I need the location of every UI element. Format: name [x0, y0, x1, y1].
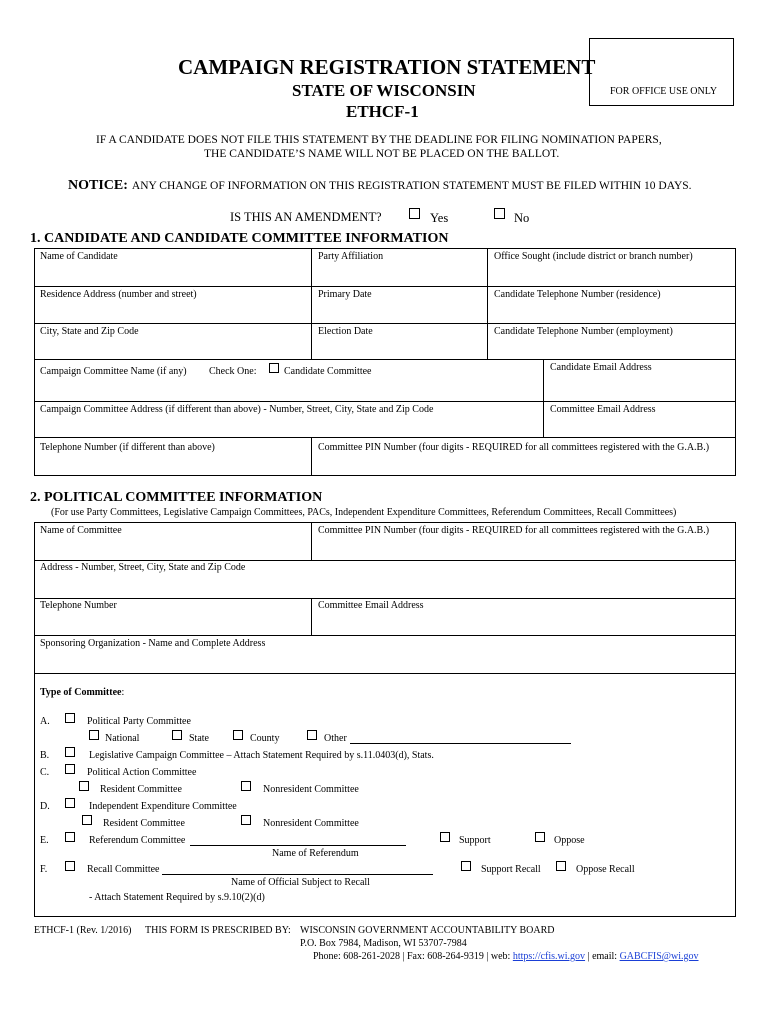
footer-email-prefix: | email: [587, 951, 618, 962]
amendment-no-label: No [514, 211, 530, 225]
city-state-zip-field[interactable]: City, State and Zip Code [40, 326, 139, 337]
e-oppose-checkbox[interactable] [535, 832, 545, 842]
type-b-label: Legislative Campaign Committee – Attach Statement Required by s.11.0403(d), Stats. [89, 750, 434, 761]
section-2-subheading: (For use Party Committees, Legislative Campaign Committees, PACs, Independent Expenditure Committees, Referendum Committees, Recall Committees) [51, 507, 677, 518]
sponsoring-organization-field[interactable]: Sponsoring Organization - Name and Complete Address [40, 638, 266, 649]
c-nonresident-checkbox[interactable] [241, 781, 251, 791]
type-c-letter: C. [40, 767, 50, 778]
f-oppose-label: Oppose Recall [576, 864, 635, 875]
county-label: County [250, 733, 280, 744]
type-of-committee-colon: : [121, 687, 125, 698]
type-a-label: Political Party Committee [87, 716, 191, 727]
candidate-committee-label: Candidate Committee [284, 366, 372, 377]
political-committee-address-field[interactable]: Address - Number, Street, City, State and Zip Code [40, 562, 246, 573]
c-resident-label: Resident Committee [100, 784, 182, 795]
committee-telephone-field[interactable]: Telephone Number (if different than above) [40, 442, 215, 453]
type-a-checkbox[interactable] [65, 713, 75, 723]
e-support-checkbox[interactable] [440, 832, 450, 842]
type-a-letter: A. [40, 716, 50, 727]
footer-address: P.O. Box 7984, Madison, WI 53707-7984 [300, 938, 467, 949]
type-of-committee-text: Type of Committee [40, 687, 122, 698]
state-checkbox[interactable] [172, 730, 182, 740]
f-support-checkbox[interactable] [461, 861, 471, 871]
check-one-label: Check One: [209, 366, 257, 377]
type-of-committee-label [40, 687, 124, 698]
d-nonresident-checkbox[interactable] [241, 815, 251, 825]
type-c-label: Political Action Committee [87, 767, 197, 778]
other-label: Other [324, 733, 347, 744]
footer-agency: WISCONSIN GOVERNMENT ACCOUNTABILITY BOARD [300, 925, 555, 936]
c-nonresident-label: Nonresident Committee [263, 784, 359, 795]
type-b-checkbox[interactable] [65, 747, 75, 757]
recall-attach-note: - Attach Statement Required by s.9.10(2)(d) [89, 892, 265, 903]
political-committee-email-field[interactable]: Committee Email Address [318, 600, 424, 611]
candidate-email-field[interactable]: Candidate Email Address [550, 362, 652, 373]
committee-pin-field[interactable]: Committee PIN Number (four digits - REQUIRED for all committees registered with the G.A.B.) [318, 442, 710, 453]
notice [68, 176, 692, 194]
office-sought-field[interactable]: Office Sought (include district or branch number) [494, 251, 693, 262]
footer-phone: Phone: 608-261-2028 | Fax: 608-264-9319 | web: [313, 951, 511, 962]
political-committee-pin-field[interactable]: Committee PIN Number (four digits - REQUIRED for all committees registered with the G.A.B.) [318, 525, 710, 536]
type-f-letter: F. [40, 864, 48, 875]
national-checkbox[interactable] [89, 730, 99, 740]
committee-address-field[interactable]: Campaign Committee Address (if different than above) - Number, Street, City, State and Zip Code [40, 404, 434, 415]
form-title: CAMPAIGN REGISTRATION STATEMENT [178, 55, 596, 79]
footer-revision: ETHCF-1 (Rev. 1/2016) [34, 925, 132, 936]
amendment-yes-checkbox[interactable] [409, 208, 420, 219]
type-d-label: Independent Expenditure Committee [89, 801, 237, 812]
warning-line-2: THE CANDIDATE’S NAME WILL NOT BE PLACED ON THE BALLOT. [204, 148, 560, 160]
primary-date-field[interactable]: Primary Date [318, 289, 372, 300]
c-resident-checkbox[interactable] [79, 781, 89, 791]
recall-official-line[interactable] [162, 874, 433, 875]
party-affiliation-field[interactable]: Party Affiliation [318, 251, 384, 262]
section-1-heading: 1. CANDIDATE AND CANDIDATE COMMITTEE INFORMATION [30, 231, 449, 246]
type-e-label: Referendum Committee [89, 835, 186, 846]
form-code: ETHCF-1 [346, 102, 419, 121]
d-nonresident-label: Nonresident Committee [263, 818, 359, 829]
amendment-yes-label: Yes [430, 211, 449, 225]
election-date-field[interactable]: Election Date [318, 326, 373, 337]
type-b-letter: B. [40, 750, 50, 761]
footer-prescribed: THIS FORM IS PRESCRIBED BY: [145, 925, 291, 936]
state-label: State [189, 733, 209, 744]
e-oppose-label: Oppose [554, 835, 585, 846]
footer-contact [313, 951, 699, 962]
d-resident-label: Resident Committee [103, 818, 185, 829]
warning-line-1: IF A CANDIDATE DOES NOT FILE THIS STATEMENT BY THE DEADLINE FOR FILING NOMINATION PAPERS, [96, 134, 662, 146]
notice-label: NOTICE: [68, 178, 128, 193]
section-2-heading: 2. POLITICAL COMMITTEE INFORMATION [30, 490, 323, 505]
referendum-name-caption: Name of Referendum [272, 848, 359, 859]
type-d-letter: D. [40, 801, 50, 812]
f-support-label: Support Recall [481, 864, 541, 875]
candidate-name-field[interactable]: Name of Candidate [40, 251, 118, 262]
residence-address-field[interactable]: Residence Address (number and street) [40, 289, 197, 300]
committee-email-field[interactable]: Committee Email Address [550, 404, 656, 415]
e-support-label: Support [459, 835, 491, 846]
political-committee-telephone-field[interactable]: Telephone Number [40, 600, 117, 611]
type-d-checkbox[interactable] [65, 798, 75, 808]
telephone-residence-field[interactable]: Candidate Telephone Number (residence) [494, 289, 661, 300]
political-committee-name-field[interactable]: Name of Committee [40, 525, 122, 536]
form-state: STATE OF WISCONSIN [292, 81, 476, 100]
f-oppose-checkbox[interactable] [556, 861, 566, 871]
d-resident-checkbox[interactable] [82, 815, 92, 825]
type-f-label: Recall Committee [87, 864, 160, 875]
footer-web-link[interactable]: https://cfis.wi.gov [512, 951, 586, 962]
type-c-checkbox[interactable] [65, 764, 75, 774]
other-checkbox[interactable] [307, 730, 317, 740]
footer-email-link[interactable]: GABCFIS@wi.gov [619, 951, 699, 962]
county-checkbox[interactable] [233, 730, 243, 740]
candidate-committee-checkbox[interactable] [269, 363, 279, 373]
type-e-checkbox[interactable] [65, 832, 75, 842]
committee-name-field[interactable]: Campaign Committee Name (if any) [40, 366, 187, 377]
type-e-letter: E. [40, 835, 49, 846]
amendment-question: IS THIS AN AMENDMENT? [230, 210, 382, 224]
type-f-checkbox[interactable] [65, 861, 75, 871]
referendum-name-line[interactable] [190, 845, 406, 846]
national-label: National [105, 733, 140, 744]
office-use-label: FOR OFFICE USE ONLY [610, 86, 718, 97]
recall-official-caption: Name of Official Subject to Recall [231, 877, 370, 888]
other-input-line[interactable] [350, 743, 571, 744]
notice-text: ANY CHANGE OF INFORMATION ON THIS REGISTRATION STATEMENT MUST BE FILED WITHIN 10 DAYS. [131, 180, 692, 192]
telephone-employment-field[interactable]: Candidate Telephone Number (employment) [494, 326, 673, 337]
amendment-no-checkbox[interactable] [494, 208, 505, 219]
